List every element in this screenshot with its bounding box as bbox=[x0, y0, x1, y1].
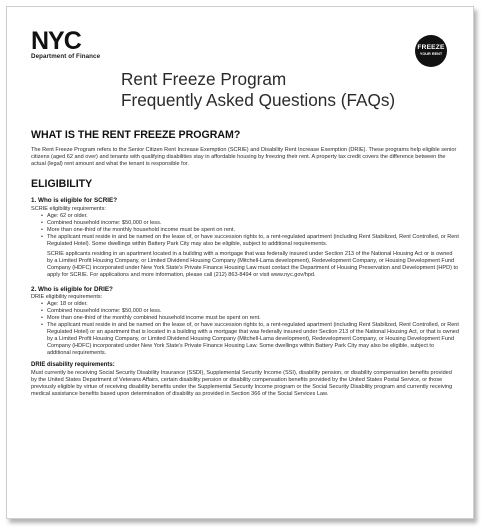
scrie-lead: SCRIE eligibility requirements: bbox=[31, 205, 106, 212]
badge-line1: FREEZE bbox=[417, 44, 445, 52]
list-item: • The applicant must reside in and be named on the lease of, or have succession rights to, a rent-regulated apartment (including Rent Stabilized, Rent Controlled, or Rent Regulated Hotel). Some dwellings within Battery Park City may also be eligible, subject to additional requirements. bbox=[41, 234, 459, 248]
document-page bbox=[6, 6, 474, 519]
drie-lead: DRIE eligibility requirements: bbox=[31, 294, 103, 300]
intro-paragraph: The Rent Freeze Program refers to the Senior Citizen Rent Increase Exemption (SCRIE) and Disability Rent Increase Exemption (DRIE). These programs help eligible senior citizens (aged 62 and over) and tenants with qualifying disabilities stay in affordable housing by freezing their rent. A property tax credit covers the difference between the actual (legal) rent amount and what the tenant is responsible for. bbox=[31, 147, 457, 167]
freeze-your-rent-badge bbox=[415, 35, 447, 67]
list-item: • Age: 18 or older. bbox=[41, 301, 459, 308]
eligibility-heading: ELIGIBILITY bbox=[31, 178, 93, 190]
list-item: • Combined household income: $50,000 or less. bbox=[41, 308, 459, 315]
drie-question: 2. Who is eligible for DRIE? bbox=[31, 285, 113, 293]
nyc-logo bbox=[31, 29, 101, 60]
svg-text:NYC: NYC bbox=[31, 29, 81, 51]
document-title: Rent Freeze Program bbox=[121, 69, 287, 89]
list-item: • More than one-third of the monthly combined household income must be spent on rent. bbox=[41, 315, 459, 322]
list-item: • The applicant must reside in and be named on the lease of, or have succession rights to, a rent-regulated apartment (including Rent Stabilized, Rent Controlled, or Rent Regulated Hotel) or an apartment that is located in a building with a mortgage that was federally insured under Section 213 of the National Housing Act, or that is owned by a Limited Profit Housing Company, or Limited Dividend Housing Company (Mitchell-Lama development), Redevelopment Company, or Housing Development Fund Company (HDFC) incorporated under New York State's Private Finance Housing Law. Some dwellings within Battery Park City may also be eligible, subject to additional requirements. bbox=[41, 322, 459, 357]
department-name: Department of Finance bbox=[31, 53, 101, 60]
scrie-question: 1. Who is eligible for SCRIE? bbox=[31, 197, 118, 204]
drie-requirements-list bbox=[31, 301, 459, 357]
scrie-hpd-note: SCRIE applicants residing in an apartment located in a building with a mortgage that was federally insured under Section 213 of the National Housing Act or is owned by a Limited Profit Housing Company, or Limited Dividend Housing Company (Mitchell-Lama development), Redevelopment Company, or Housing Development Fund Company (HDFC) incorporated under New York State's Private Finance Housing Law must contact the Department of Housing Preservation and Development (HPD) to apply for SCRIE. For applications and more information, please call (212) 863-8494 or visit www.nyc.gov/hpd. bbox=[47, 250, 459, 278]
badge-line2: YOUR RENT bbox=[419, 51, 443, 56]
list-item: • Age: 62 or older. bbox=[41, 213, 459, 220]
list-item: • Combined household income: $50,000 or less. bbox=[41, 220, 459, 227]
scrie-requirements-list bbox=[31, 213, 459, 248]
drie-disability-heading: DRIE disability requirements: bbox=[31, 362, 115, 368]
nyc-logo-mark bbox=[31, 29, 95, 51]
document-subtitle: Frequently Asked Questions (FAQs) bbox=[121, 90, 396, 110]
document-body bbox=[31, 129, 459, 398]
list-item: • More than one-third of the monthly household income must be spent on rent. bbox=[41, 227, 459, 234]
drie-disability-paragraph: Must currently be receiving Social Security Disability Insurance (SSDI), Supplemental Security Income (SSI), disability pension, or disability compensation benefits provided by the United States Department of Veterans Affairs, certain disability pension or disability compensation benefits provided by the United States Postal Service, or those previously eligible by virtue of receiving disability benefits under the Supplemental Security Income program or the Social Security Disability program and currently receiving medical assistance benefits based upon determination of disability as provided in Section 366 of the Social Services Law. bbox=[31, 369, 453, 397]
intro-heading: WHAT IS THE RENT FREEZE PROGRAM? bbox=[31, 129, 241, 141]
